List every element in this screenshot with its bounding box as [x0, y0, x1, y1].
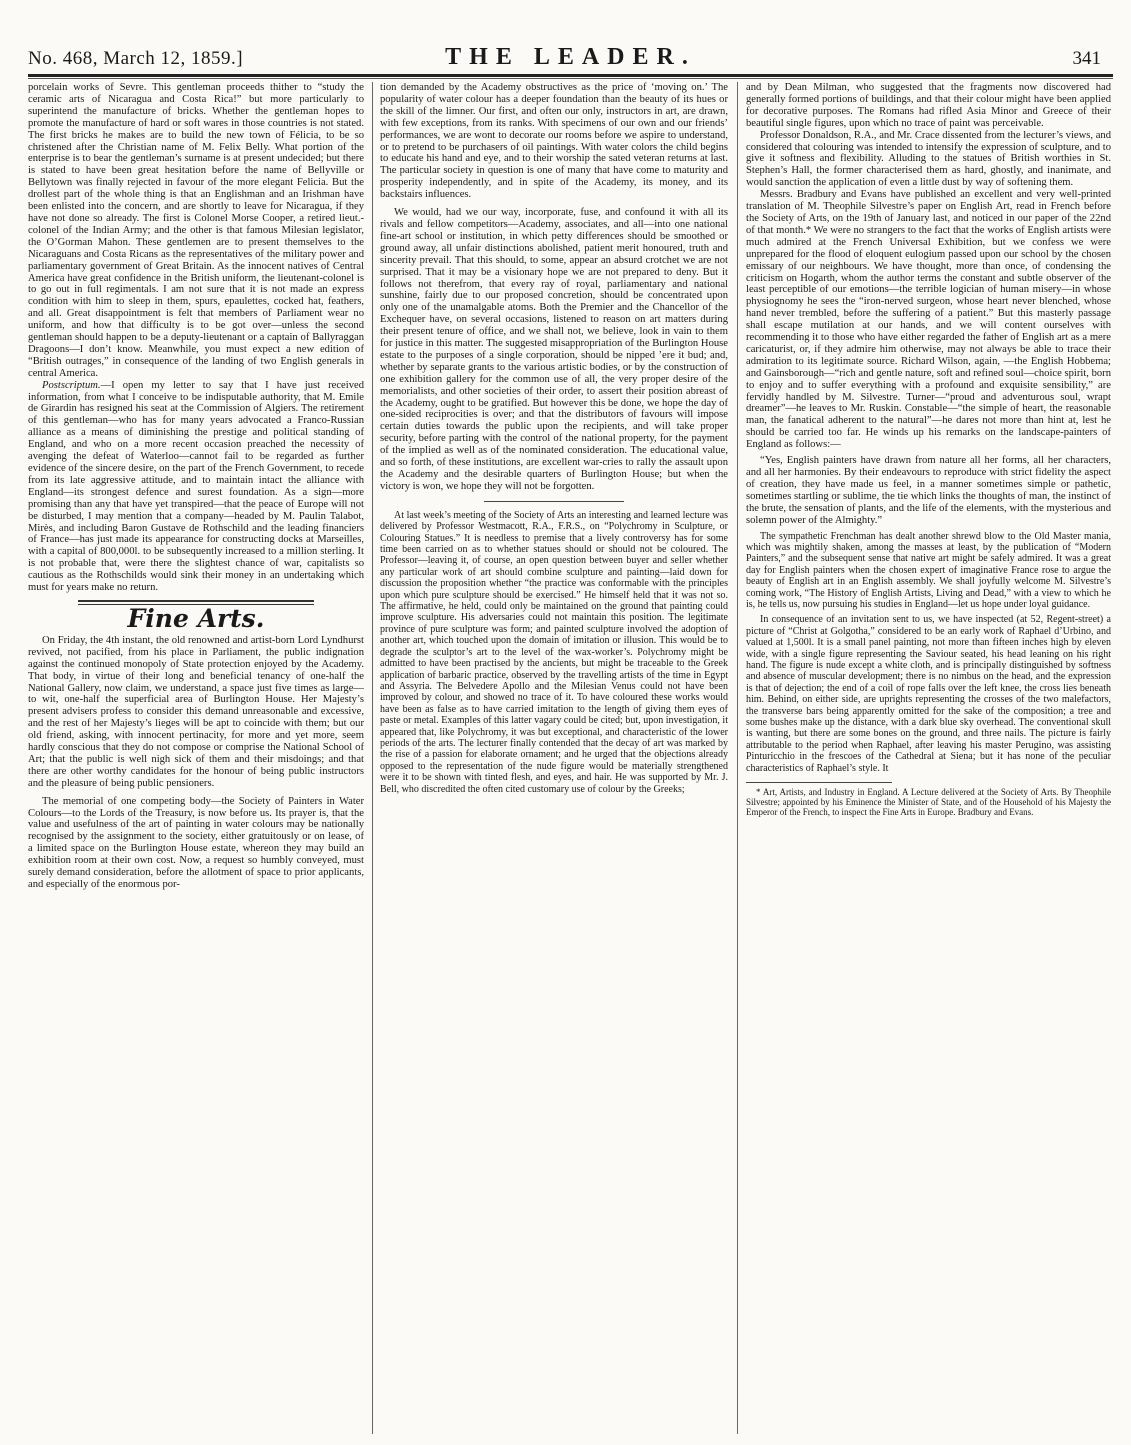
postscript-label: Postscriptum.: [42, 379, 101, 391]
paragraph: In consequence of an invitation sent to us, we have inspected (at 52, Regent-street) a picture of “Christ at Golgotha,” considered to be an early work of Raphael d’Urbino, and valued at 1,500l. It is a small panel painting, not more than fifteen inches high by eleven wide, with a single figure representing the Saviour seated, his head leaning on his right hand. The figure is nude except a white cloth, and is principally distinguished by softness and absence of muscular development; there is no nimbus on the head, and the expression is that of dejection; the end of a coil of rope falls over the left knee, the cross lies beneath him. Behind, on either side, are uprights representing the crosses of the two malefactors, the transverse bars being apparently omitted for the sake of the composition; a tree and some bushes make up the distance, with a dark blue sky overhead. The conventional skull is wanting, but there are some bones on the ground, and three nails. The picture is fairly attributable to the period when Raphael, after leaving his master Perugino, was assisting Pinturicchio in the frescoes of the Cathedral at Siena; but it has none of the peculiar characteristics of Raphael’s style. It: [746, 614, 1111, 774]
paragraph: On Friday, the 4th instant, the old renowned and artist-born Lord Lyndhurst revived, not pacified, from his place in Parliament, the public indignation against the continued monopoly of State protection enjoyed by the Academy. That body, in virtue of their long and beneficial tenancy of one-half the National Gallery, now claim, we understand, a space just five times as large—to wit, one-half the superficial area of Burlington House. Her Majesty’s present advisers profess to consider this demand unreasonable and excessive, and the rest of her Majesty’s lieges will be apt to coincide with them; but our old friend, asking, with innocent pertinacity, for more and yet more, seem hardly conscious that they do not compose or comprise the National School of Art; that the public is well nigh sick of them and their misdoings; and that there are other worthy candidates for the honour of being public instructors and the pleasure of being public pensioners.: [28, 634, 364, 789]
paragraph: Professor Donaldson, R.A., and Mr. Crace dissented from the lecturer’s views, and considered that colouring was intended to intensify the expression of sculpture, and to give it softness and flexibility. Alluding to the statues of British worthies in St. Stephen’s Hall, the former characterised them as hard, ghostly, and inanimate, and would sanction the application of even a little dust by way of softening them.: [746, 129, 1111, 189]
issue-date: No. 468, March 12, 1859.]: [28, 48, 244, 69]
page-header: [28, 44, 1113, 72]
postscript-paragraph: [28, 380, 364, 594]
paragraph: porcelain works of Sevre. This gentleman proceeds thither to “study the ceramic arts of Nicaragua and Costa Rica!” but more particularly to superintend the manufacture of bricks. Whether the gentleman hopes to promote the manufacture of hard or soft wares in those countries is not stated. The first bricks he makes are to build the new town of Félicia, to be so christened after the Christian name of M. Felix Belly. What portion of the enterprise is to bear the gentleman’s surname is at present undecided; but there is stated to have been great hesitation before the name of Bellyville or Bellytown was finally rejected in favour of the more elegant Felicia. But the drollest part of the whole thing is that an Englishman and an Irishman have been enlisted into the concern, and are shortly to leave for Nicaragua, if they have not done so already. The first is Colonel Morse Cooper, a retired lieut.-colonel of the Indian Army; and the other is that famous Milesian legislator, the O’Gorman Mahon. These gentlemen are to present themselves to the Nicaraguans and Costa Ricans as the representatives of the military power and parliamentary government of Great Britain. As the innocent natives of Central America have great confidence in the British uniform, the lieutenant-colonel is to go out in full regimentals. I am not sure that it is not made an express condition with him to sleep in them, spurs, epaulettes, cocked hat, feathers, and all. Great disappointment is felt that members of Parliament wear no uniform, and how that difficulty is to be got over—unless the second gentleman should happen to be a deputy-lieutenant or a captain of Ballyraggan Dragoons—I don’t know. Meanwhile, you must expect a new edition of “British outrages,” in consequence of the landing of two English generals in central America.: [28, 82, 364, 379]
column-3: [746, 82, 1111, 1434]
postscript-text: —I open my letter to say that I have just received information, from what I conceive to be indisputable authority, that M. Emile de Girardin has resigned his seat at the Commission of Algiers. The retirement of this gentleman—who has for many years advocated a Franco-Russian alliance as a means of diminishing the prestige and political standing of England, and who on a more recent occasion preached the necessity of avenging the defeat of Waterloo—cannot fail to be regarded as further evidence of the sincere desire, on the part of the French Government, to recede from its late aggressive attitude, and to maintain intact the alliance with England—its strongest defence and surest foundation. As a sign—more promising than any that have yet transpired—that the peace of Europe will not be disturbed, I may mention that a company—headed by M. Paulin Talabot, Mirès, and including Baron Gustave de Rothschild and the leading financiers of France—has just made its appearance for constructing docks at Marseilles, with a capital of 800,000l. to be subsequently increased to a million sterling. It is not probable that, were there the slightest chance of war, capitalists so cautious as the Rothschilds would sink their money in an undertaking which must for years make no return.: [28, 379, 364, 594]
column-2: [380, 82, 728, 1434]
paragraph: and by Dean Milman, who suggested that the fragments now discovered had generally formed portions of buildings, and that their colour might have been applied for decorative purposes. The Romans had rifled Asia Minor and Greece of their beautiful single figures, upon which no trace of paint was perceivable.: [746, 82, 1111, 129]
paragraph: tion demanded by the Academy obstructives as the price of ‘moving on.’ The popularity of water colour has a deeper foundation than the beauty of its hues or the skill of the limner. Our first, and often our only, instructors in art, are drawn, with few exceptions, from its ranks. With specimens of our own and our friends’ performances, we are wont to decorate our rooms before we aspire to understand, or to pretend to be purchasers of oil paintings. With water colors the child begins to educate his hand and eye, and to their worship the sated veteran returns at last. The particular society in question is one of many that have come to maturity and prosperity independently, and in spite of the Academy, its money, and its backstairs influences.: [380, 82, 728, 201]
header-rule-thin: [28, 78, 1113, 79]
header-rule: [28, 74, 1113, 77]
paragraph: We would, had we our way, incorporate, fuse, and confound it with all its rivals and fellow competitors—Academy, associates, and all—into one national fine-art school or institution, in which petty differences should be smoothed or ground away, all unfair distinctions abolished, patient merit honoured, truth and sincerity prevail. That this should, to some, appear an absurd crotchet we are not surprised. That it may be a visionary hope we are not prepared to deny. But it follows not therefrom, that every ray of royal, parliamentary and national sunshine, fairly due to our proposed concretion, should be concentrated upon only one of the unamalgable atoms. Both the Premier and the Chancellor of the Exchequer have, on several occasions, listened to reason on art matters during their present tenure of office, and we shall not, we believe, look in vain to them for justice in this matter. The suggested misappropriation of the Burlington House estate to the purposes of a single corporation, should be nipped ’ere it bud; and, whether by separate grants to the various artistic bodies, or by the construction of one exhibition gallery for the common use of all, the very proper desire of the memorialists, and other societies of their order, to assert their position abreast of the Academy, ought to be gratified. But however this be done, we hope the day of one-sided reciprocities is over; and that the distributors of favours will impose certain duties towards the public upon the recipients, and will take proper security, before parting with the control of the national property, for the payment of the implied as well as of the nominated consideration. The educational value, and so forth, of these institutions, are excellent war-cries to rally the assault upon the Academy and the desirable quarters of Burlington House; but when the victory is won, we hope they will not be forgotten.: [380, 207, 728, 492]
footnote: * Art, Artists, and Industry in England. A Lecture delivered at the Society of Arts. By Theophile Silvestre; appointed by his Eminence the Minister of State, and of the Household of his Majesty the Emperor of the French, to inspect the Fine Arts in Europe. Bradbury and Evans.: [746, 787, 1111, 818]
paragraph: The memorial of one competing body—the Society of Painters in Water Colours—to the Lords of the Treasury, is now before us. Its prayer is, that the value and usefulness of the art of painting in water colours may be nationally recognised by the assignment to the society, either gratuitously or on lease, of a limited space on the Burlington House estate, whereon they may build an exhibition room at their own cost. Now, a request so humbly conveyed, must surely demand consideration, before the allotment of space to prior applicants, and especially of the enormous por-: [28, 795, 364, 890]
paragraph: The sympathetic Frenchman has dealt another shrewd blow to the Old Master mania, which was mightily shaken, among the masses at least, by the publication of “Modern Painters,” and the subsequent sense that native art might be safely admired. It was a great day for English painters when the chosen expert of imaginative France rose to argue the beauty of English art in an English assembly. We shall joyfully welcome M. Silvestre’s coming work, “The History of English Artists, Living and Dead,” with a view to which he is, he tells us, now pursuing his studies in England—let us hope under loyal guidance.: [746, 530, 1111, 610]
page-number: 341: [1072, 48, 1101, 69]
paragraph: Messrs. Bradbury and Evans have published an excellent and very well-printed translation of M. Theophile Silvestre’s paper on English Art, read in French before the Society of Arts, on the 19th of January last, and noticed in our paper of the 22nd of that month.* We were no strangers to the fact that the works of English artists were much admired at the French Universal Exhibition, but we confess we were unprepared for the flood of eloquent eulogium passed upon our school by the chosen emissary of our neighbours. We have thought, more than once, of condensing the criticism on Hogarth, whom the author terms the constant and subtle observer of the least perceptible of our emotions—the terrible logician of human misery—in whose physiognomy he sees the “iron-nerved surgeon, whose heart never blenched, whose hand never trembled, before the suffering of a patient.” But this masterly passage shall escape mutilation at our hands, and we will content ourselves with recommending it to those who have either regarded the father of English art as a mere caricaturist, or, if they admire him otherwise, may not always be able to trace their admiration to its legitimate source. Richard Wilson, again, —the English Hobbema; and Gainsborough—“rich and gentle nature, soft and refined soul—choice spirit, born to enjoy and to suffer everything with a profound and exquisite sensibility,” are fervidly handled by M. Silvestre. Turner—“proud and adventurous soul, wrapt dreamer”—he leaves to Mr. Ruskin. Constable—“the simple of heart, the reasonable man, the fanatical adherent to the natural”—he dares not more than hint at, lest he should be carried too far. He winds up his remarks on the landscape-painters of England as follows:—: [746, 189, 1111, 451]
paragraph: At last week’s meeting of the Society of Arts an interesting and learned lecture was delivered by Professor Westmacott, R.A., F.R.S., on “Polychromy in Sculpture, or Colouring Statues.” It is needless to premise that a lively controversy has for some time been carried on as to whether statues should or should not be coloured. The Professor—leaving it, of course, an open question between buyer and seller whether any particular work of art should combine sculpture and painting—laid down for discussion the proposition whether “the practice was conformable with the principles upon which pure sculpture should be exercised.” He himself held that it was not so. The affirmative, he held, could only be maintained on the ground that painting could improve sculpture. His adversaries could not maintain this position. The legitimate province of pure sculpture was form; and painted sculpture involved the adoption of another art, which touched upon the domain of imitation or illusion. This would be to degrade the sculptor’s art to the level of the wax-worker’s. Polychromy might be admitted to have been practised by the ancients, but might be traceable to the Greek application of barbaric practice, observed by the travelling artists of the time in Egypt and Assyria. The Belvedere Apollo and the Milesian Venus could not have been improved by colour, and showed no trace of it. To have coloured these works would have been as false as to have carried imitation to the length of giving them eyes of paste or metal. Examples of this latter vagary could be cited; but, upon investigation, it appeared that, like Polychromy, it was but exceptional, and characteristic of the lower periods of the arts. The lecturer finally contended that the decay of art was marked by the rise of a passion for elaborate ornament; and he urged that the objections already opposed to the representation of the nude figure would be materially strengthened were it to be shown with tinted flesh, and eyes, and hair. He was supported by Mr. J. Bell, who discredited the often cited customary use of colour by the Greeks;: [380, 509, 728, 795]
newspaper-title: THE LEADER.: [445, 44, 696, 70]
column-1: [28, 82, 364, 1434]
section-title: Fine Arts.: [127, 603, 265, 633]
column-divider: [372, 82, 373, 1434]
article-separator: [484, 501, 623, 502]
footnote-rule: [746, 782, 892, 783]
column-divider: [737, 82, 738, 1434]
block-quote: “Yes, English painters have drawn from nature all her forms, all her characters, and all her harmonies. By their endeavours to reproduce with strict fidelity the aspect of creation, they have made us feel, in a manner sometimes simple or pathetic, sometimes startling or sublime, the tie which links the thoughts of man, the instinct of the brute, the sensation of plants, and the life of the elements, with the mysterious and solemn power of the Almighty.”: [746, 455, 1111, 526]
